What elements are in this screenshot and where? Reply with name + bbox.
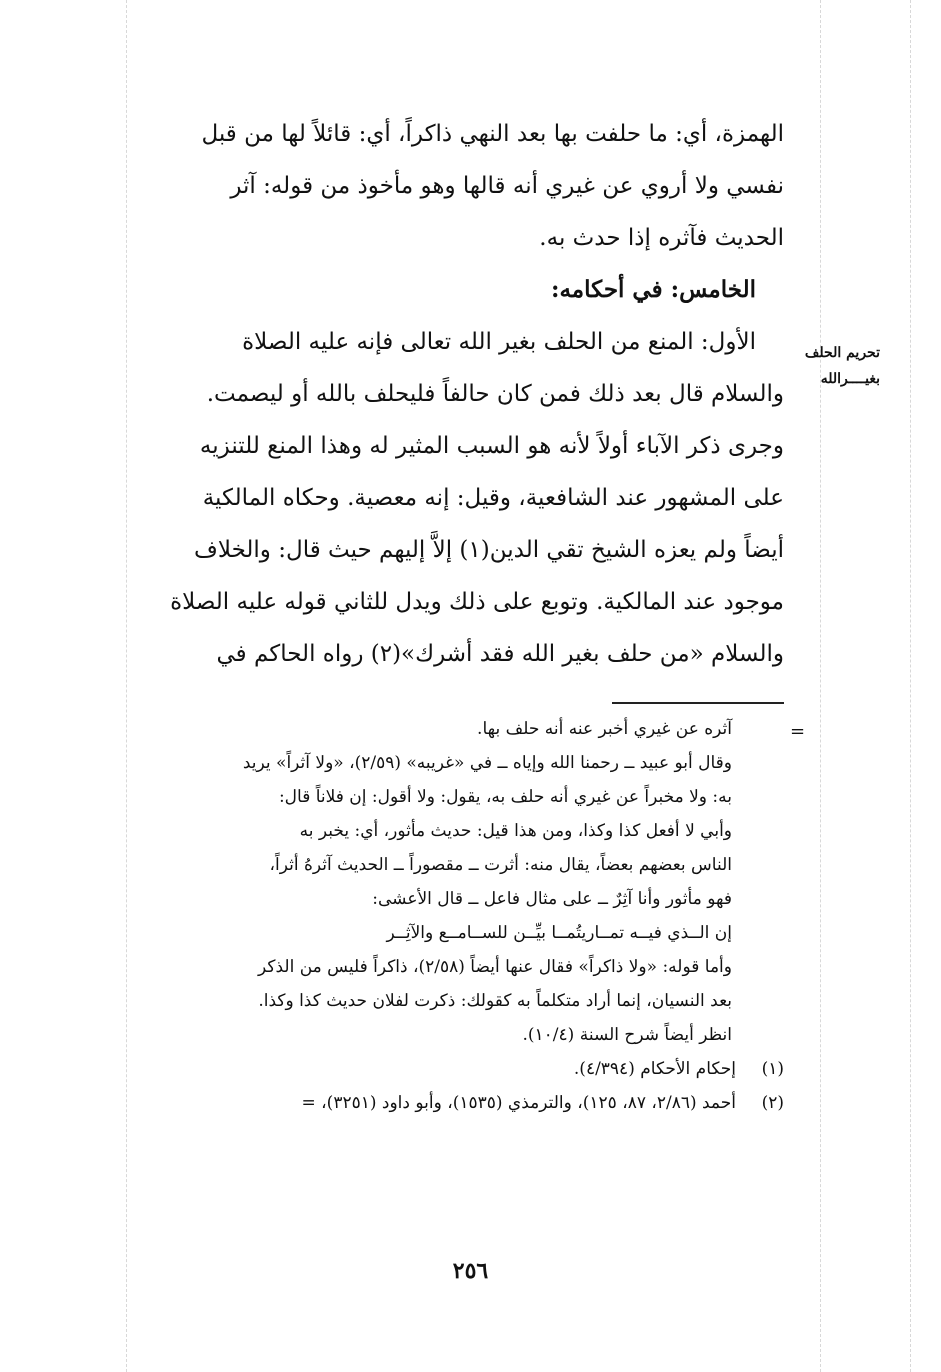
continuation-marker: =	[790, 721, 806, 742]
footnote-line: فهو مأثور وأنا آثِرٌ ــ على مثال فاعل ــ قال الأعشى:	[372, 889, 732, 909]
text-line: والسلام قال بعد ذلك فمن كان حالفاً فليحلف بالله أو ليصمت.	[206, 381, 784, 407]
main-text	[108, 108, 784, 680]
footnote-line: وأما قوله: «ولا ذاكراً» فقال عنها أيضاً (٢/٥٨)، ذاكراً فليس من الذكر	[258, 957, 732, 977]
text-line: وجرى ذكر الآباء أولاً لأنه هو السبب المثير له وهذا المنع للتنزيه	[199, 433, 784, 459]
text-line: الحديث فآثره إذا حدث به.	[539, 225, 784, 251]
text-line: موجود عند المالكية. وتوبع على ذلك ويدل للثاني قوله عليه الصلاة	[170, 589, 784, 615]
margin-note	[788, 340, 880, 392]
text-line: نفسي ولا أروي عن غيري أنه قالها وهو مأخوذ من قوله: آثر	[230, 173, 784, 199]
text-line: أيضاً ولم يعزه الشيخ تقي الدين(١) إلاَّ إليهم حيث قال: والخلاف	[194, 537, 784, 563]
text-line: على المشهور عند الشافعية، وقيل: إنه معصية. وحكاه المالكية	[202, 485, 784, 511]
footnote-text: أحمد (٢/٨٦، ٨٧، ١٢٥)، والترمذي (١٥٣٥)، وأبو داود (٣٢٥١)، =	[301, 1093, 736, 1113]
text-line: والسلام «من حلف بغير الله فقد أشرك»(٢) رواه الحاكم في	[216, 641, 784, 667]
footnote-separator	[612, 702, 784, 704]
text-line: الأول: المنع من الحلف بغير الله تعالى فإنه عليه الصلاة	[242, 329, 756, 355]
footnote-line: الناس بعضهم بعضاً، يقال منه: أثرت ــ مقصوراً ــ الحديث آثرهُ أثراً،	[269, 855, 732, 875]
footnote-line: وقال أبو عبيد ــ رحمنا الله وإياه ــ في «غريبه» (٢/٥٩)، «ولا آثراً» يريد	[242, 753, 732, 773]
footnote-text: إحكام الأحكام (٤/٣٩٤).	[573, 1059, 736, 1079]
scan-guide-line	[820, 0, 821, 1372]
footnote-line: به: ولا مخبراً عن غيري أنه حلف به، يقول: ولا أقول: إن فلاناً قال:	[278, 787, 732, 807]
poetry-line: إن الــذي فيــه تمــاريتُمــا بيِّــن للســامــع والآثِــر	[386, 923, 732, 943]
footnote-line: بعد النسيان، إنما أراد متكلماً به كقولك: ذكرت لفلان حديث كذا وكذا.	[258, 991, 732, 1011]
page-number: ٢٥٦	[452, 1258, 489, 1284]
margin-note-line: تحريم الحلف	[804, 345, 880, 361]
footnotes	[108, 712, 784, 1120]
footnote-line: انظر أيضاً شرح السنة (١٠/٤).	[522, 1025, 732, 1045]
footnote-number: (١)	[761, 1059, 784, 1079]
scan-guide-line	[910, 0, 911, 1372]
footnote-1	[108, 1052, 784, 1086]
footnote-2	[108, 1086, 784, 1120]
footnote-line: وأبي لا أفعل كذا وكذا، ومن هذا قيل: حديث مأثور، أي: يخبر به	[299, 821, 732, 841]
section-heading: الخامس: في أحكامه:	[550, 276, 756, 303]
text-line: الهمزة، أي: ما حلفت بها بعد النهي ذاكراً، أي: قائلاً لها من قبل	[201, 121, 784, 147]
footnote-number: (٢)	[761, 1093, 784, 1113]
margin-note-line: بغيــــرالله	[820, 371, 880, 387]
footnote-line: آثره عن غيري أخبر عنه أنه حلف بها.	[477, 719, 732, 739]
